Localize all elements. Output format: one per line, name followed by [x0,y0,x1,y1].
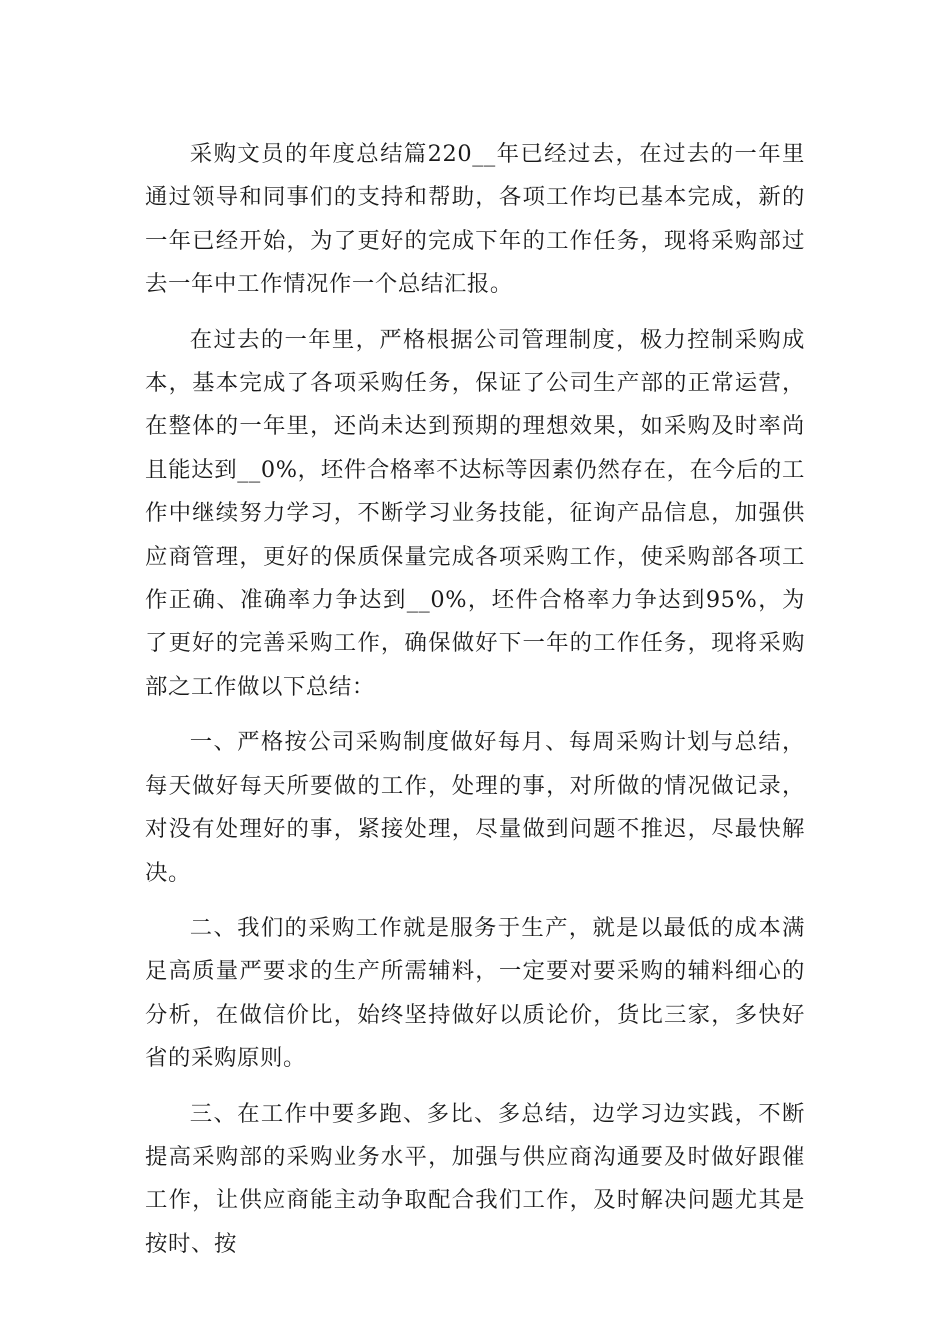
paragraph-item-3: 三、在工作中要多跑、多比、多总结，边学习边实践，不断提高采购部的采购业务水平，加强与供应商沟通要及时做好跟催工作，让供应商能主动争取配合我们工作，及时解决问题尤其是按时、按 [145,1100,805,1257]
paragraph-review: 在过去的一年里，严格根据公司管理制度，极力控制采购成本，基本完成了各项采购任务，保证了公司生产部的正常运营，在整体的一年里，还尚未达到预期的理想效果，如采购及时率尚且能达到__0%，坯件合格率不达标等因素仍然存在，在今后的工作中继续努力学习，不断学习业务技能，征询产品信息，加强供应商管理，更好的保质保量完成各项采购工作，使采购部各项工作正确、准确率力争达到__0%，坯件合格率力争达到95%，为了更好的完善采购工作，确保做好下一年的工作任务，现将采购部之工作做以下总结： [145,326,805,700]
paragraph-item-1: 一、严格按公司采购制度做好每月、每周采购计划与总结，每天做好每天所要做的工作，处理的事，对所做的情况做记录，对没有处理好的事，紧接处理，尽量做到问题不推迟，尽最快解决。 [145,729,805,886]
document-body [145,133,805,1278]
paragraph-item-2: 二、我们的采购工作就是服务于生产，就是以最低的成本满足高质量严要求的生产所需辅料，一定要对要采购的辅料细心的分析，在做信价比，始终坚持做好以质论价，货比三家，多快好省的采购原则。 [145,914,805,1072]
paragraph-intro: 采购文员的年度总结篇220__年已经过去，在过去的一年里通过领导和同事们的支持和帮助，各项工作均已基本完成，新的一年已经开始，为了更好的完成下年的工作任务，现将采购部过去一年中工作情况作一个总结汇报。 [145,141,805,298]
